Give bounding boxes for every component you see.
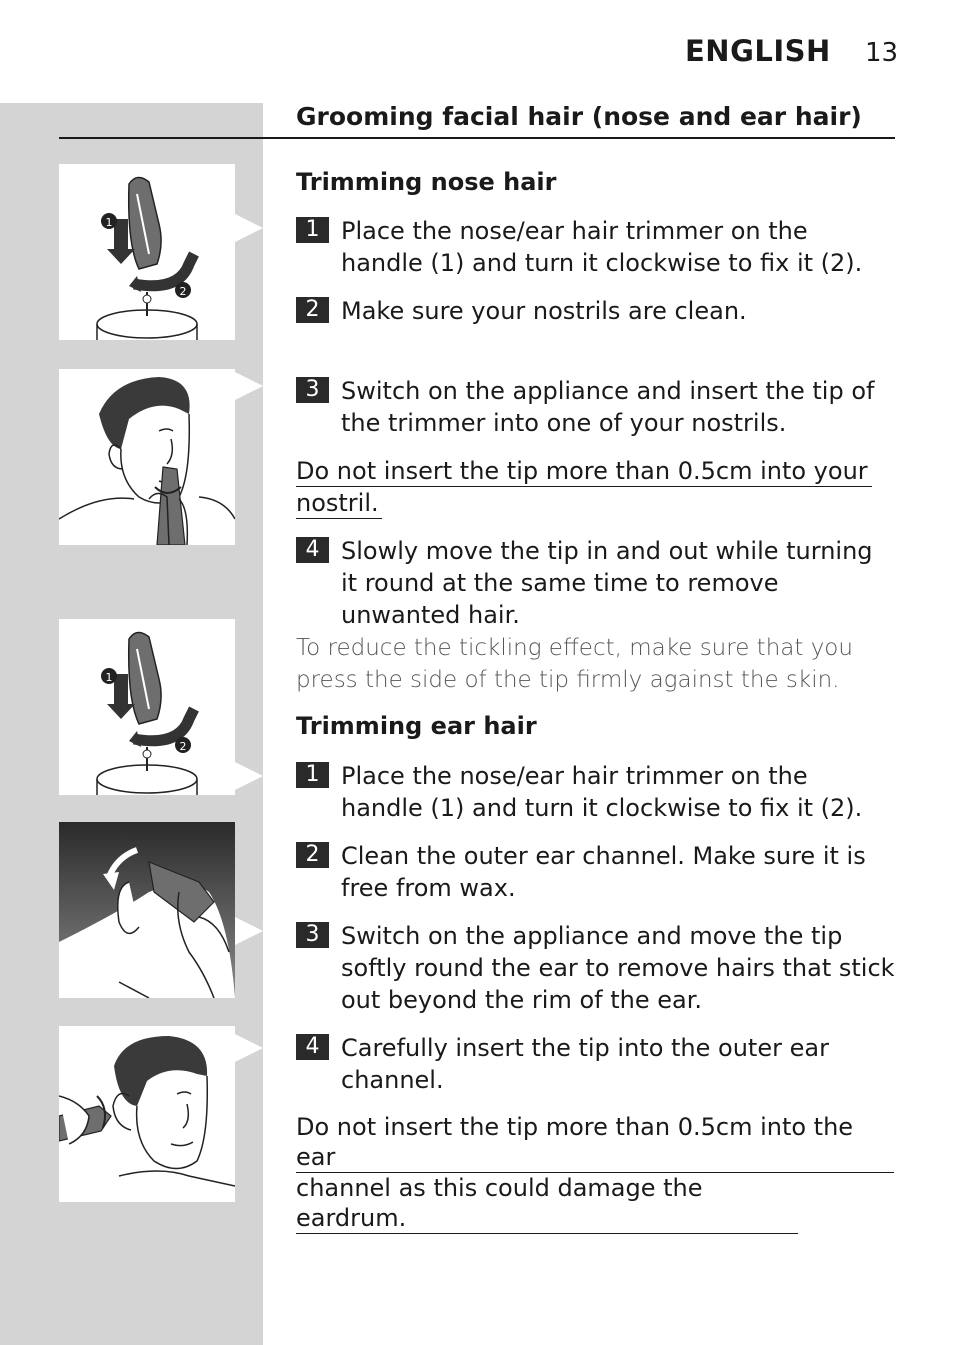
figure-label-1: 1: [105, 671, 113, 684]
step-text: Carefully insert the tip into the outer ear channel.: [341, 1034, 829, 1094]
ear-trim-illustration: [59, 822, 235, 998]
figure-label-2: 2: [179, 740, 187, 753]
step-number: 1: [296, 217, 329, 243]
warning-line: Do not insert the tip more than 0.5cm into your: [296, 456, 872, 487]
ear-step: [296, 1032, 896, 1096]
figure-pointer: [235, 1034, 263, 1062]
step-text: Clean the outer ear channel. Make sure it is free from wax.: [341, 842, 866, 902]
ear-insert-illustration: [59, 1026, 235, 1202]
figure-label-1: 1: [105, 216, 113, 229]
trimmer-attach-illustration: [59, 164, 235, 340]
figure-pointer: [235, 762, 263, 790]
warning-line: nostril.: [296, 488, 382, 519]
figure-pointer: [235, 372, 263, 400]
ear-step: [296, 840, 896, 904]
step-number: 4: [296, 1034, 329, 1060]
step-text: Switch on the appliance and insert the tip of the trimmer into one of your nostrils.: [341, 377, 875, 437]
figure-pointer: [235, 917, 263, 945]
nose-warning: [296, 455, 872, 519]
page-number: 13: [865, 38, 899, 68]
step-text: Place the nose/ear hair trimmer on the handle (1) and turn it clockwise to fix it (2).: [341, 217, 863, 277]
step-number: 2: [296, 297, 329, 323]
trimmer-attach-illustration: [59, 619, 235, 795]
nose-step: [296, 375, 896, 439]
nose-step: [296, 535, 896, 631]
step-text: Place the nose/ear hair trimmer on the handle (1) and turn it clockwise to fix it (2).: [341, 762, 863, 822]
ear-insert-figure: [59, 1026, 235, 1202]
trimmer-attach-figure-ear: [59, 619, 235, 795]
nose-trim-figure: [59, 369, 235, 545]
trimmer-attach-figure: [59, 164, 235, 340]
ear-step: [296, 760, 896, 824]
step-number: 3: [296, 922, 329, 948]
title-rule: [59, 137, 895, 139]
step-number: 2: [296, 842, 329, 868]
step-number: 3: [296, 377, 329, 403]
header-language: ENGLISH: [685, 34, 831, 68]
step-number: 4: [296, 537, 329, 563]
step-number: 1: [296, 762, 329, 788]
ear-step: [296, 920, 896, 1016]
ear-warning: [296, 1112, 894, 1234]
warning-line: channel as this could damage the eardrum.: [296, 1173, 798, 1234]
figure-pointer: [235, 214, 263, 242]
step-text: Switch on the appliance and move the tip softly round the ear to remove hairs that stick out beyond the rim of the ear.: [341, 922, 895, 1014]
ear-trim-figure: [59, 822, 235, 998]
nose-step: [296, 295, 896, 327]
nose-heading: Trimming nose hair: [296, 168, 557, 196]
step-text: Slowly move the tip in and out while turning it round at the same time to remove unwanted hair.: [341, 537, 873, 629]
nose-tip: To reduce the tickling effect, make sure that you press the side of the tip firmly against the skin.: [296, 635, 853, 693]
step-text: Make sure your nostrils are clean.: [341, 297, 747, 325]
warning-line: Do not insert the tip more than 0.5cm into the ear: [296, 1112, 894, 1173]
ear-heading: Trimming ear hair: [296, 712, 537, 740]
nose-trim-illustration: [59, 369, 235, 545]
section-title: Grooming facial hair (nose and ear hair): [296, 102, 862, 131]
nose-step: [296, 215, 896, 279]
figure-label-2: 2: [179, 285, 187, 298]
